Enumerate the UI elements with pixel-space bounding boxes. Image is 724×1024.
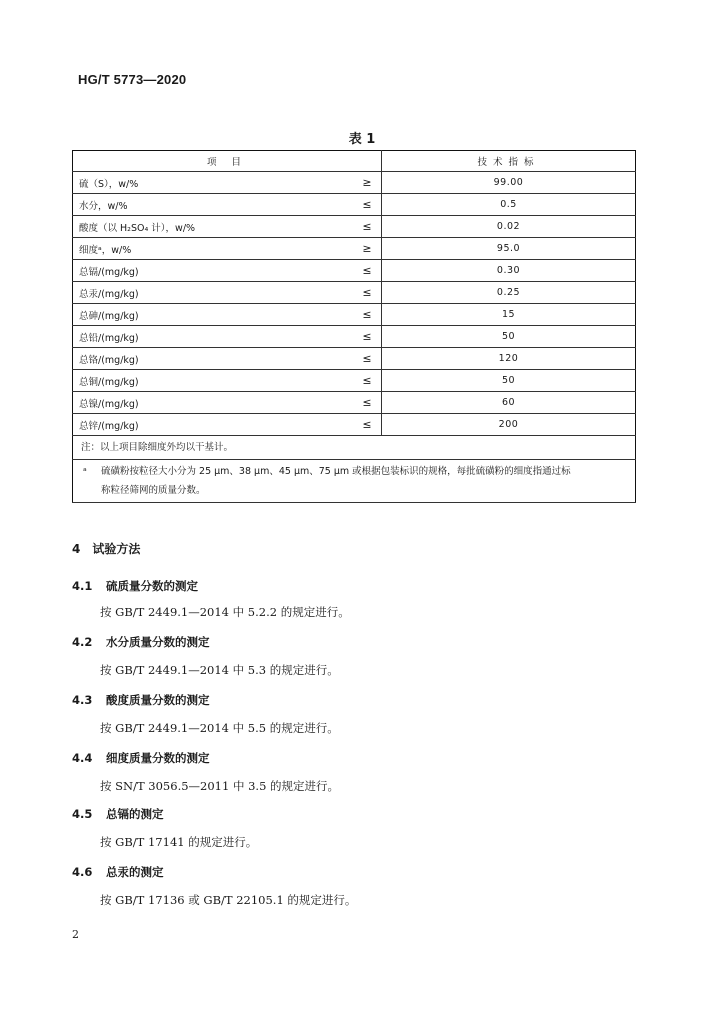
table-row xyxy=(73,238,636,260)
page-number: 2 xyxy=(72,928,79,941)
subsection-number: 4.2 xyxy=(72,635,93,649)
row-item: 总镍/(mg/kg) xyxy=(73,392,354,414)
row-value: 0.02 xyxy=(382,216,636,238)
subsection-heading xyxy=(72,750,210,766)
subsection-title: 总汞的测定 xyxy=(106,865,164,879)
row-value: 15 xyxy=(382,304,636,326)
row-item: 总汞/(mg/kg) xyxy=(73,282,354,304)
subsection-body: 按 GB/T 17136 或 GB/T 22105.1 的规定进行。 xyxy=(100,893,357,907)
row-value: 60 xyxy=(382,392,636,414)
table-row xyxy=(73,216,636,238)
subsection-title: 水分质量分数的测定 xyxy=(106,635,210,649)
table-row xyxy=(73,304,636,326)
row-value: 50 xyxy=(382,370,636,392)
row-op: ≤ xyxy=(353,392,382,414)
row-op: ≤ xyxy=(353,216,382,238)
row-item: 酸度（以 H₂SO₄ 计），w/% xyxy=(73,216,354,238)
subsection-number: 4.1 xyxy=(72,579,93,593)
table-row xyxy=(73,326,636,348)
row-op: ≤ xyxy=(353,304,382,326)
section-heading: 4 试验方法 xyxy=(72,542,141,556)
standard-code: HG/T 5773—2020 xyxy=(78,72,187,87)
subsection-body: 按 GB/T 2449.1—2014 中 5.2.2 的规定进行。 xyxy=(100,605,350,619)
row-item: 总铜/(mg/kg) xyxy=(73,370,354,392)
row-value: 200 xyxy=(382,414,636,436)
row-item: 细度ᵃ，w/% xyxy=(73,238,354,260)
header-item: 项 目 xyxy=(73,151,382,172)
row-op: ≥ xyxy=(353,172,382,194)
table-note-row xyxy=(73,436,636,460)
subsection-heading xyxy=(72,578,198,594)
subsection-title: 硫质量分数的测定 xyxy=(106,579,198,593)
subsection-title: 酸度质量分数的测定 xyxy=(106,693,210,707)
row-value: 95.0 xyxy=(382,238,636,260)
footnote-line-2: 称粒径筛网的质量分数。 xyxy=(101,485,206,496)
table-title: 表 1 xyxy=(348,132,376,147)
subsection-body: 按 SN/T 3056.5—2011 中 3.5 的规定进行。 xyxy=(100,779,340,793)
table-footnote-row xyxy=(73,460,636,503)
row-op: ≤ xyxy=(353,348,382,370)
row-item: 硫（S），w/% xyxy=(73,172,354,194)
row-item: 水分，w/% xyxy=(73,194,354,216)
table-note: 注：以上项目除细度外均以干基计。 xyxy=(73,436,636,460)
table-row xyxy=(73,172,636,194)
row-value: 120 xyxy=(382,348,636,370)
subsection-heading xyxy=(72,692,210,708)
row-item: 总砷/(mg/kg) xyxy=(73,304,354,326)
subsection-title: 细度质量分数的测定 xyxy=(106,751,210,765)
row-value: 0.25 xyxy=(382,282,636,304)
row-op: ≥ xyxy=(353,238,382,260)
header-value: 技术指标 xyxy=(382,151,636,172)
subsection-heading xyxy=(72,806,164,822)
subsection-body: 按 GB/T 17141 的规定进行。 xyxy=(100,835,258,849)
table-header-row xyxy=(73,151,636,172)
table-row xyxy=(73,370,636,392)
row-op: ≤ xyxy=(353,370,382,392)
row-item: 总铬/(mg/kg) xyxy=(73,348,354,370)
subsection-heading xyxy=(72,864,164,880)
table-row xyxy=(73,414,636,436)
row-item: 总铅/(mg/kg) xyxy=(73,326,354,348)
table-footnote xyxy=(73,460,636,503)
table-row xyxy=(73,282,636,304)
footnote-mark: ᵃ xyxy=(83,466,87,477)
subsection-heading xyxy=(72,634,210,650)
row-op: ≤ xyxy=(353,194,382,216)
row-op: ≤ xyxy=(353,260,382,282)
table-row xyxy=(73,260,636,282)
subsection-number: 4.5 xyxy=(72,807,93,821)
row-op: ≤ xyxy=(353,282,382,304)
row-value: 99.00 xyxy=(382,172,636,194)
row-value: 0.5 xyxy=(382,194,636,216)
row-op: ≤ xyxy=(353,414,382,436)
subsection-body: 按 GB/T 2449.1—2014 中 5.5 的规定进行。 xyxy=(100,721,339,735)
subsection-title: 总镉的测定 xyxy=(106,807,164,821)
row-item: 总锌/(mg/kg) xyxy=(73,414,354,436)
subsection-number: 4.6 xyxy=(72,865,93,879)
spec-table xyxy=(72,150,636,503)
table-row xyxy=(73,194,636,216)
row-op: ≤ xyxy=(353,326,382,348)
row-value: 0.30 xyxy=(382,260,636,282)
subsection-number: 4.3 xyxy=(72,693,93,707)
subsection-number: 4.4 xyxy=(72,751,93,765)
row-value: 50 xyxy=(382,326,636,348)
row-item: 总镉/(mg/kg) xyxy=(73,260,354,282)
subsection-body: 按 GB/T 2449.1—2014 中 5.3 的规定进行。 xyxy=(100,663,339,677)
table-row xyxy=(73,392,636,414)
footnote-line-1: 硫磺粉按粒径大小分为 25 μm、38 μm、45 μm、75 μm 或根据包装标识的规格，每批硫磺粉的细度指通过标 xyxy=(101,466,571,477)
table-row xyxy=(73,348,636,370)
